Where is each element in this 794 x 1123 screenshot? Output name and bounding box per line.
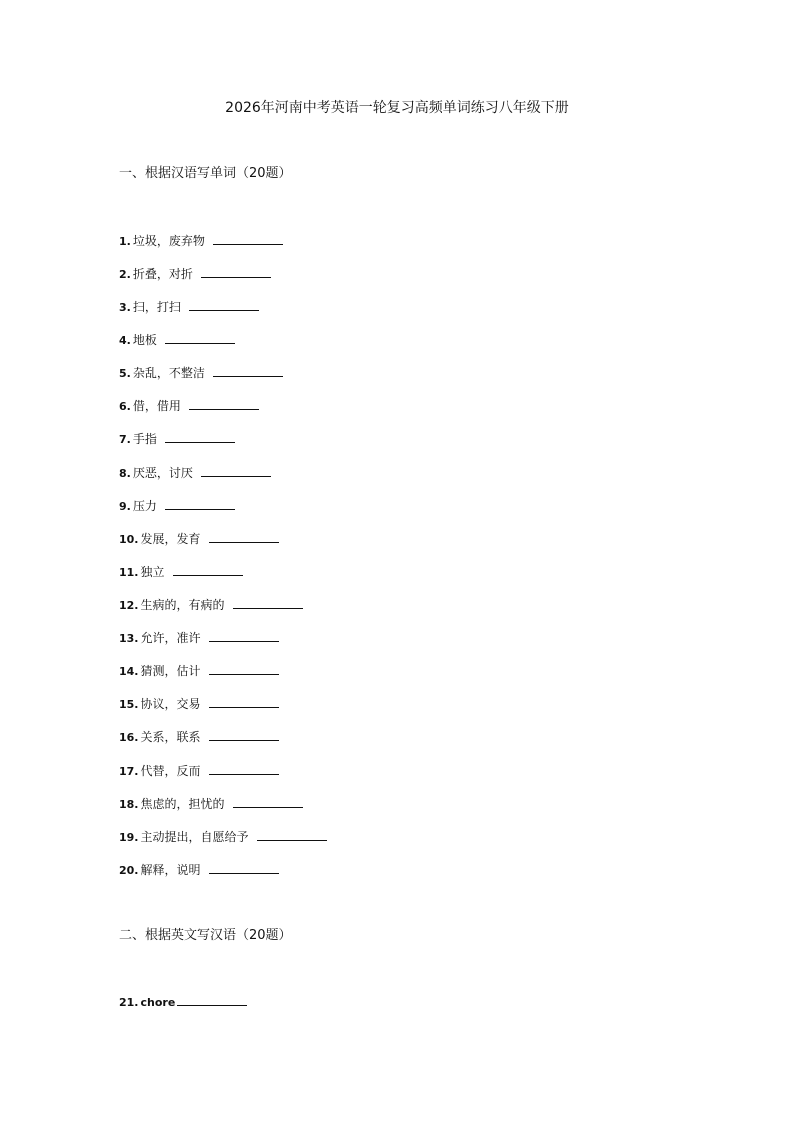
answer-blank[interactable] (209, 530, 279, 543)
question-number: 3. (119, 301, 131, 314)
question-text: chore (140, 996, 176, 1009)
answer-blank[interactable] (233, 596, 303, 609)
question-item (119, 497, 235, 515)
section-heading-chinese-to-english: 一、根据汉语写单词（20题） (119, 166, 292, 181)
question-number: 21. (119, 996, 139, 1009)
question-item (119, 861, 279, 879)
question-text: 垃圾，废弃物 (132, 234, 205, 248)
question-number: 13. (119, 632, 139, 645)
question-item (119, 662, 279, 680)
question-number: 17. (119, 765, 139, 778)
question-number: 14. (119, 665, 139, 678)
question-item (119, 762, 279, 780)
question-text: 手指 (132, 432, 157, 446)
question-text: 关系，联系 (140, 730, 201, 744)
question-item (119, 364, 283, 382)
answer-blank[interactable] (213, 364, 283, 377)
question-text: 杂乱，不整洁 (132, 366, 205, 380)
question-item (119, 430, 235, 448)
question-item (119, 795, 303, 813)
question-text: 独立 (140, 565, 165, 579)
question-item (119, 298, 259, 316)
question-item (119, 728, 279, 746)
question-text: 主动提出，自愿给予 (140, 830, 249, 844)
question-text: 厌恶，讨厌 (132, 466, 193, 480)
question-item (119, 265, 271, 283)
question-number: 10. (119, 533, 139, 546)
answer-blank[interactable] (173, 563, 243, 576)
answer-blank[interactable] (189, 397, 259, 410)
question-item (119, 232, 283, 250)
question-text: 代替，反而 (140, 764, 201, 778)
question-text: 发展，发育 (140, 532, 201, 546)
answer-blank[interactable] (209, 662, 279, 675)
answer-blank[interactable] (233, 795, 303, 808)
answer-blank[interactable] (165, 331, 235, 344)
answer-blank[interactable] (201, 464, 271, 477)
answer-blank[interactable] (201, 265, 271, 278)
answer-blank[interactable] (209, 728, 279, 741)
answer-blank[interactable] (257, 828, 327, 841)
question-item (119, 629, 279, 647)
question-item (119, 563, 243, 581)
question-text: 允许，准许 (140, 631, 201, 645)
question-number: 20. (119, 864, 139, 877)
question-text: 焦虑的，担忧的 (140, 797, 225, 811)
question-item (119, 596, 303, 614)
question-number: 15. (119, 698, 139, 711)
answer-blank[interactable] (189, 298, 259, 311)
answer-blank[interactable] (165, 497, 235, 510)
question-text: 扫，打扫 (132, 300, 181, 314)
question-number: 2. (119, 268, 131, 281)
question-number: 5. (119, 367, 131, 380)
question-text: 地板 (132, 333, 157, 347)
question-text: 解释，说明 (140, 863, 201, 877)
question-number: 18. (119, 798, 139, 811)
answer-blank[interactable] (209, 762, 279, 775)
question-text: 协议，交易 (140, 697, 201, 711)
answer-blank[interactable] (213, 232, 283, 245)
answer-blank[interactable] (177, 993, 247, 1006)
question-item (119, 397, 259, 415)
question-number: 6. (119, 400, 131, 413)
document-title: 2026年河南中考英语一轮复习高频单词练习八年级下册 (225, 100, 569, 116)
answer-blank[interactable] (209, 861, 279, 874)
question-text: 折叠，对折 (132, 267, 193, 281)
question-text: 借，借用 (132, 399, 181, 413)
question-item (119, 993, 247, 1011)
question-text: 生病的，有病的 (140, 598, 225, 612)
answer-blank[interactable] (209, 629, 279, 642)
question-number: 8. (119, 467, 131, 480)
answer-blank[interactable] (165, 430, 235, 443)
answer-blank[interactable] (209, 695, 279, 708)
question-number: 11. (119, 566, 139, 579)
question-number: 12. (119, 599, 139, 612)
question-number: 19. (119, 831, 139, 844)
question-item (119, 331, 235, 349)
question-number: 4. (119, 334, 131, 347)
question-text: 猜测，估计 (140, 664, 201, 678)
question-item (119, 464, 271, 482)
question-number: 7. (119, 433, 131, 446)
question-item (119, 695, 279, 713)
section-heading-english-to-chinese: 二、根据英文写汉语（20题） (119, 928, 292, 943)
question-number: 1. (119, 235, 131, 248)
question-number: 16. (119, 731, 139, 744)
question-item (119, 530, 279, 548)
question-text: 压力 (132, 499, 157, 513)
question-item (119, 828, 327, 846)
question-number: 9. (119, 500, 131, 513)
